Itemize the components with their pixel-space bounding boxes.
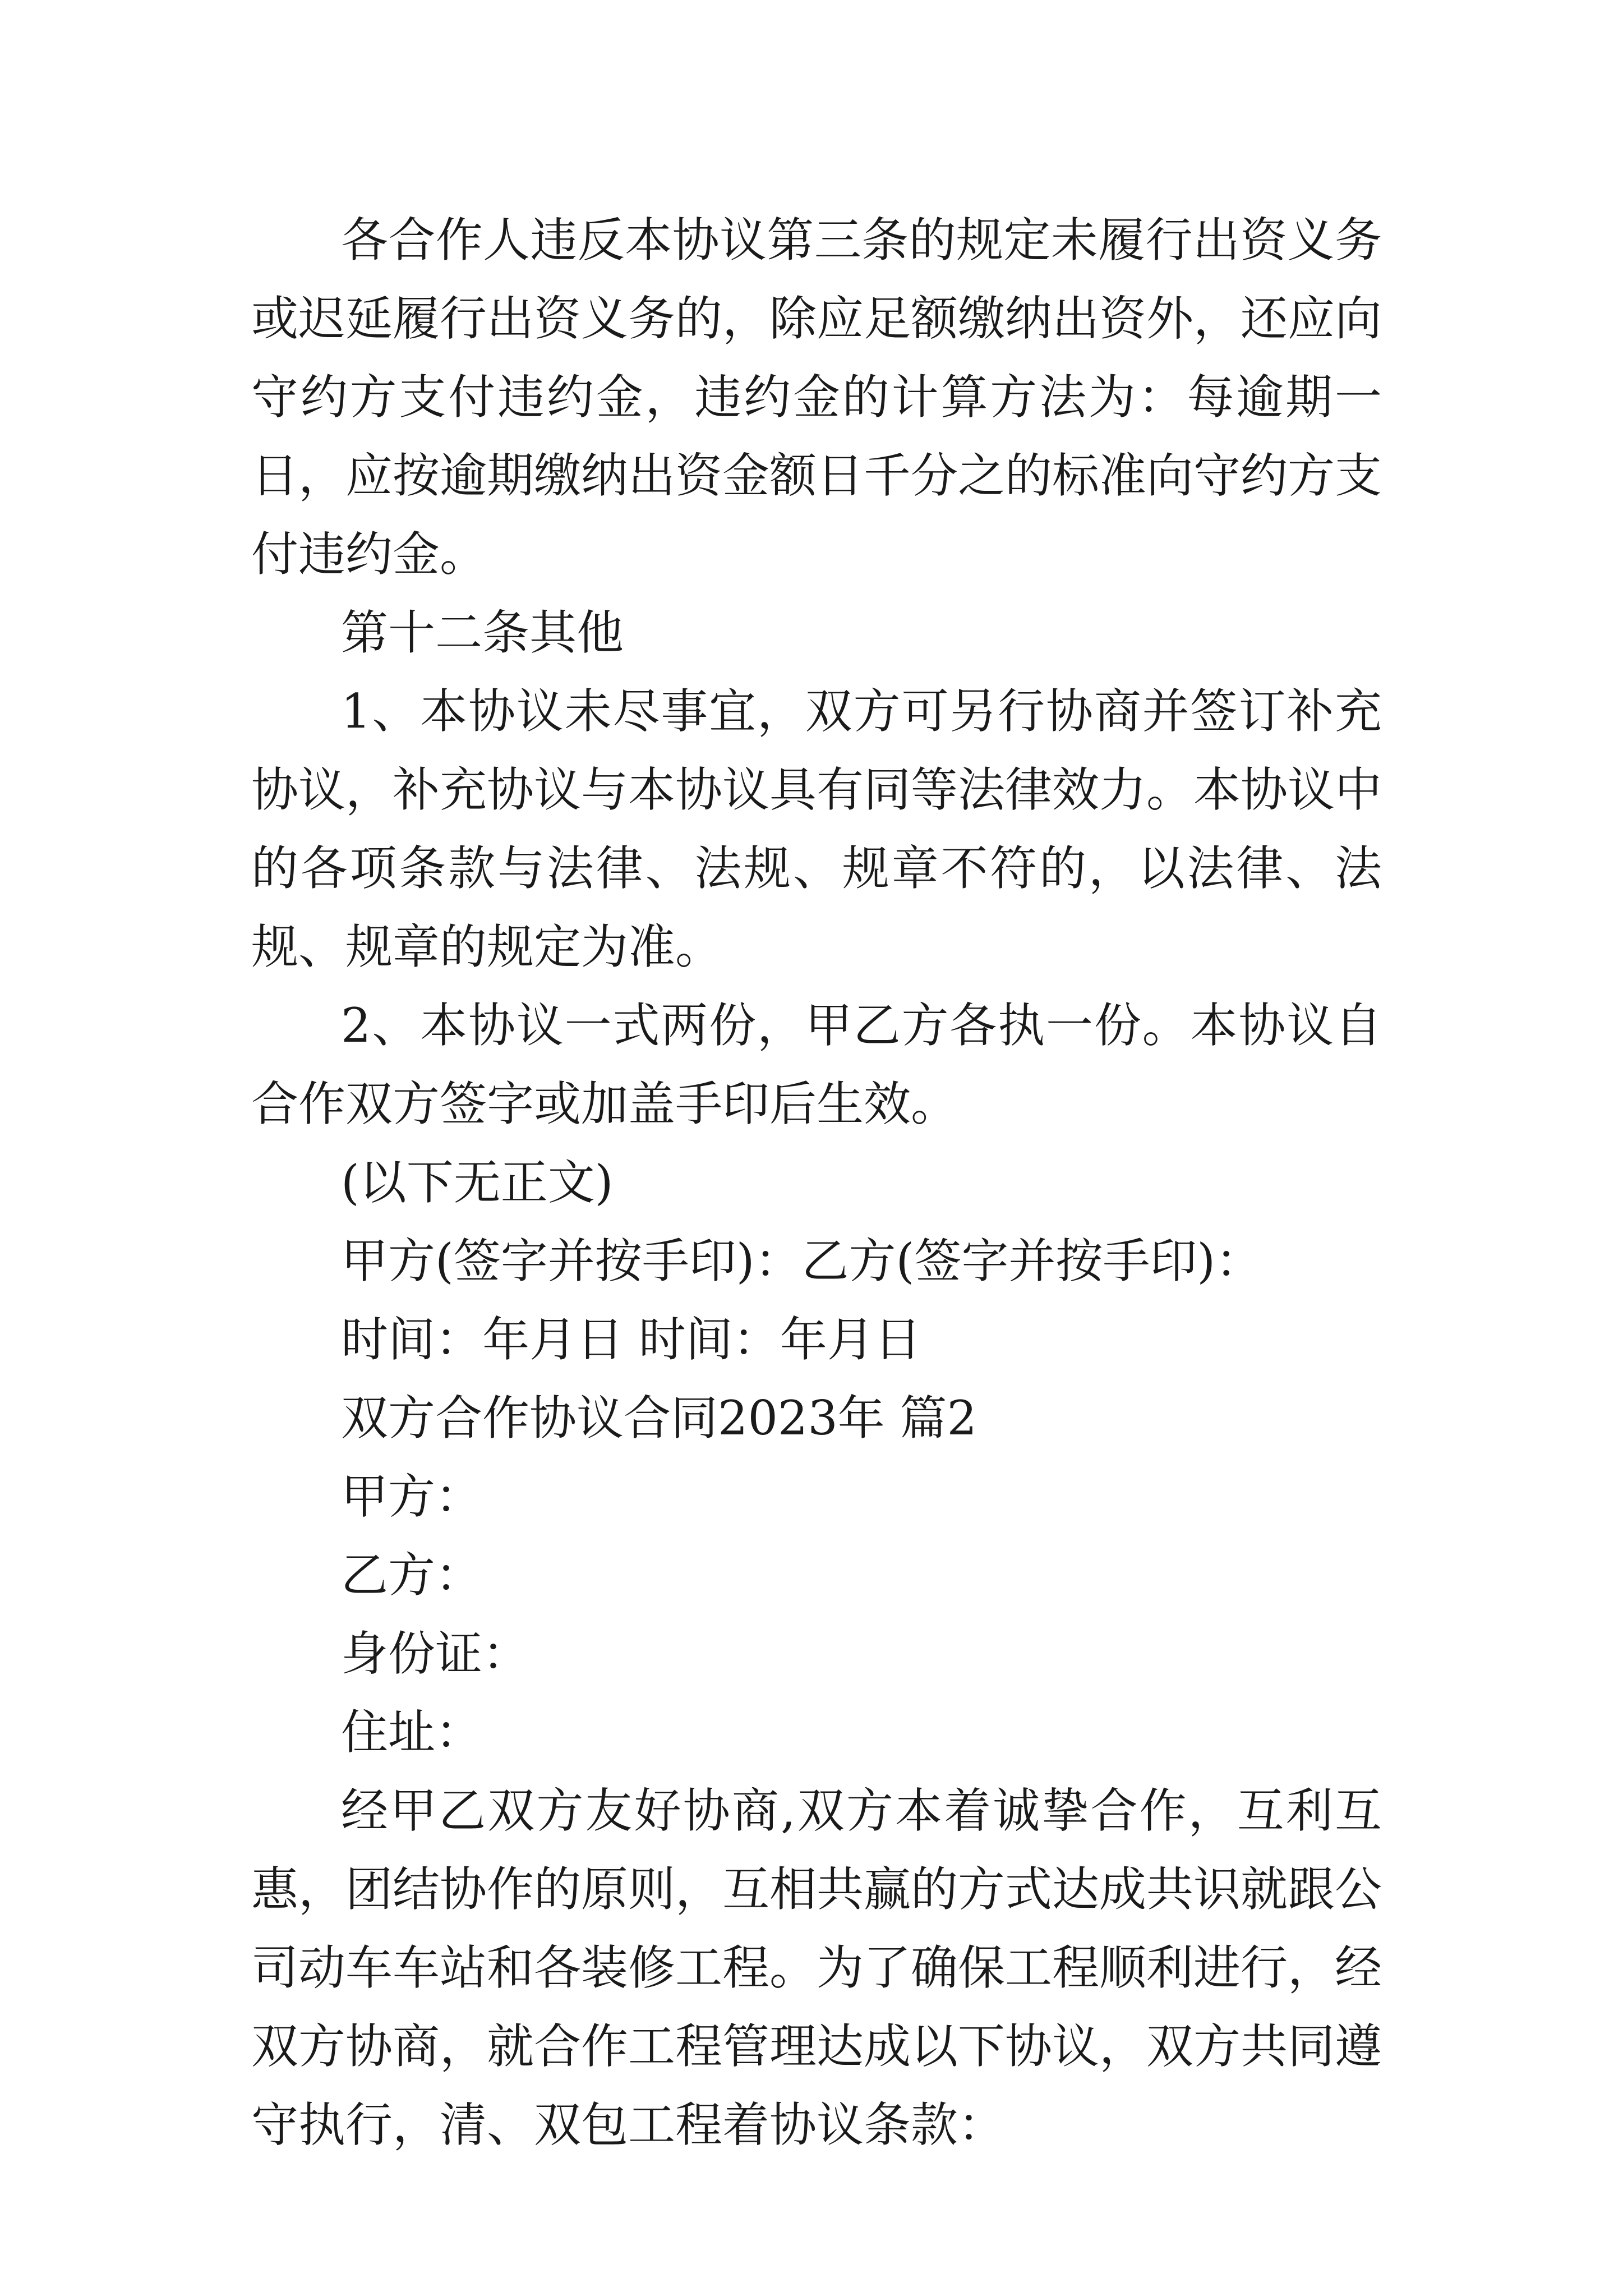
paragraph-agreement-intro: 经甲乙双方友好协商,双方本着诚挚合作，互利互惠，团结协作的原则，互相共赢的方式达成共识就跟公司动车车站和各装修工程。为了确保工程顺利进行，经双方协商，就合作工程管理达成以下协议，双方共同遵守执行，清、双包工程着协议条款： [251, 1783, 1382, 2152]
paragraph-breach-penalty: 各合作人违反本协议第三条的规定未履行出资义务或迟延履行出资义务的，除应足额缴纳出资外，还应向守约方支付违约金，违约金的计算方法为：每逾期一日，应按逾期缴纳出资金额日千分之的标准向守约方支付违约金。 [251, 213, 1382, 582]
section-title-part-2: 双方合作协议合同2023年 篇2 [341, 1391, 977, 1446]
date-line: 时间：年月日 时间：年月日 [341, 1312, 921, 1367]
party-b-line: 乙方： [341, 1548, 483, 1603]
document-body [251, 201, 1382, 2164]
signature-line: 甲方(签字并按手印)：乙方(签字并按手印)： [341, 1234, 1263, 1289]
heading-article-12: 第十二条其他 [341, 605, 624, 660]
paragraph-clause-2: 2、本协议一式两份，甲乙方各执一份。本协议自合作双方签字或加盖手印后生效。 [251, 998, 1382, 1131]
paragraph-no-text-below: (以下无正文) [341, 1155, 614, 1210]
address-line: 住址： [341, 1705, 483, 1760]
party-a-line: 甲方： [341, 1469, 483, 1524]
paragraph-clause-1: 1、本协议未尽事宜，双方可另行协商并签订补充协议，补充协议与本协议具有同等法律效力。本协议中的各项条款与法律、法规、规章不符的，以法律、法规、规章的规定为准。 [251, 684, 1382, 974]
id-card-line: 身份证： [341, 1626, 530, 1681]
